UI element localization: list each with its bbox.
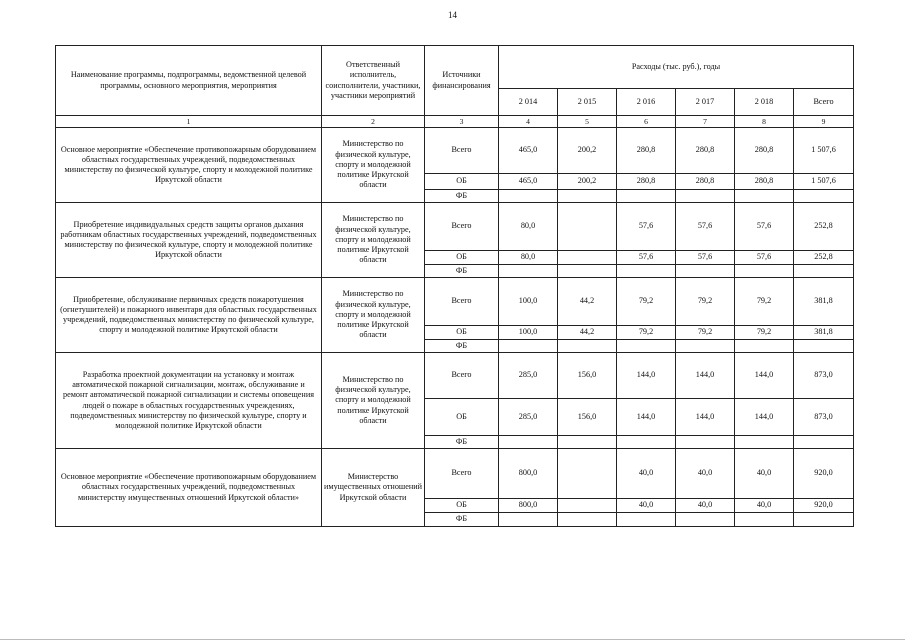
value-total: 920,0 — [794, 499, 854, 513]
funding-source: ОБ — [425, 174, 499, 190]
value-2016 — [617, 340, 676, 353]
funding-source: ФБ — [425, 513, 499, 527]
value-2016: 40,0 — [617, 499, 676, 513]
value-2017 — [676, 190, 735, 203]
value-2014: 100,0 — [499, 326, 558, 340]
executor-name: Министерство имущественных отношений Иркутской области — [322, 449, 425, 527]
value-2016: 280,8 — [617, 174, 676, 190]
value-2017: 79,2 — [676, 278, 735, 326]
value-2015: 156,0 — [558, 353, 617, 399]
value-2014: 800,0 — [499, 449, 558, 499]
column-number: 1 — [56, 116, 322, 128]
column-number: 8 — [735, 116, 794, 128]
value-total: 252,8 — [794, 203, 854, 251]
header-year: 2 016 — [617, 89, 676, 116]
value-2014: 285,0 — [499, 353, 558, 399]
executor-name: Министерство по физической культуре, спорту и молодежной политике Иркутской области — [322, 278, 425, 353]
value-2018 — [735, 265, 794, 278]
value-2018 — [735, 190, 794, 203]
value-2016: 57,6 — [617, 251, 676, 265]
value-2015: 156,0 — [558, 399, 617, 436]
program-name: Разработка проектной документации на установку и монтаж автоматической пожарной сигнализации, монтаж, обслуживание и ремонт автоматической пожарной сигнализации и системы оповещения людей о пожаре в областных государственных учреждениях, подведомственных министерству по физической культуре, спорту и молодежной политике Иркутской области — [56, 353, 322, 449]
column-number: 9 — [794, 116, 854, 128]
value-2016: 280,8 — [617, 128, 676, 174]
value-2017 — [676, 340, 735, 353]
value-2014 — [499, 340, 558, 353]
value-2017 — [676, 265, 735, 278]
value-2015 — [558, 203, 617, 251]
value-2018: 57,6 — [735, 203, 794, 251]
value-total: 252,8 — [794, 251, 854, 265]
value-2017 — [676, 513, 735, 527]
funding-source: Всего — [425, 128, 499, 174]
value-2014: 100,0 — [499, 278, 558, 326]
value-2016: 57,6 — [617, 203, 676, 251]
value-2015 — [558, 251, 617, 265]
value-2018 — [735, 513, 794, 527]
value-total — [794, 513, 854, 527]
value-2016: 40,0 — [617, 449, 676, 499]
value-2015: 200,2 — [558, 128, 617, 174]
value-2016 — [617, 436, 676, 449]
table-header — [56, 46, 854, 128]
budget-table — [55, 45, 854, 527]
value-2017: 40,0 — [676, 449, 735, 499]
program-name: Приобретение индивидуальных средств защиты органов дыхания работникам областных государственных учреждений, подведомственных министерству по физической культуре, спорту и молодежной политике Иркутской области — [56, 203, 322, 278]
value-total: 873,0 — [794, 399, 854, 436]
executor-name: Министерство по физической культуре, спорту и молодежной политике Иркутской области — [322, 203, 425, 278]
value-total — [794, 340, 854, 353]
column-number: 7 — [676, 116, 735, 128]
funding-source: ФБ — [425, 436, 499, 449]
value-2014 — [499, 265, 558, 278]
value-2014: 285,0 — [499, 399, 558, 436]
value-total — [794, 265, 854, 278]
value-2015 — [558, 499, 617, 513]
value-2014: 80,0 — [499, 251, 558, 265]
header-year: 2 017 — [676, 89, 735, 116]
funding-source: ФБ — [425, 265, 499, 278]
funding-source: ОБ — [425, 251, 499, 265]
value-2018: 40,0 — [735, 449, 794, 499]
value-2017 — [676, 436, 735, 449]
value-2016: 79,2 — [617, 326, 676, 340]
executor-name: Министерство по физической культуре, спорту и молодежной политике Иркутской области — [322, 128, 425, 203]
funding-source: Всего — [425, 353, 499, 399]
value-2015 — [558, 265, 617, 278]
value-2016 — [617, 513, 676, 527]
column-number: 3 — [425, 116, 499, 128]
value-2018: 79,2 — [735, 326, 794, 340]
value-total — [794, 190, 854, 203]
value-2015 — [558, 436, 617, 449]
value-2015 — [558, 513, 617, 527]
value-2018: 144,0 — [735, 399, 794, 436]
value-total — [794, 436, 854, 449]
value-2018: 79,2 — [735, 278, 794, 326]
funding-source: Всего — [425, 203, 499, 251]
value-2015 — [558, 190, 617, 203]
value-total: 920,0 — [794, 449, 854, 499]
value-total: 873,0 — [794, 353, 854, 399]
header-expenses: Расходы (тыс. руб.), годы — [499, 46, 854, 89]
value-2018: 280,8 — [735, 128, 794, 174]
value-2016 — [617, 265, 676, 278]
value-2017: 40,0 — [676, 499, 735, 513]
table-row — [56, 353, 854, 399]
value-2016: 144,0 — [617, 353, 676, 399]
value-2015 — [558, 340, 617, 353]
value-total: 1 507,6 — [794, 174, 854, 190]
header-total: Всего — [794, 89, 854, 116]
value-total: 1 507,6 — [794, 128, 854, 174]
funding-source: Всего — [425, 449, 499, 499]
value-2017: 280,8 — [676, 128, 735, 174]
table-row — [56, 278, 854, 326]
value-total: 381,8 — [794, 278, 854, 326]
value-2018 — [735, 436, 794, 449]
value-2015: 200,2 — [558, 174, 617, 190]
funding-source: Всего — [425, 278, 499, 326]
value-2015: 44,2 — [558, 278, 617, 326]
value-2018: 144,0 — [735, 353, 794, 399]
executor-name: Министерство по физической культуре, спорту и молодежной политике Иркутской области — [322, 353, 425, 449]
program-name: Основное мероприятие «Обеспечение противопожарным оборудованием областных государственных учреждений, подведомственных министерству имущественных отношений Иркутской области» — [56, 449, 322, 527]
value-2017: 57,6 — [676, 203, 735, 251]
column-number: 4 — [499, 116, 558, 128]
header-year: 2 018 — [735, 89, 794, 116]
value-2014: 465,0 — [499, 174, 558, 190]
value-total: 381,8 — [794, 326, 854, 340]
value-2016 — [617, 190, 676, 203]
table-row — [56, 128, 854, 174]
column-number: 2 — [322, 116, 425, 128]
column-number: 5 — [558, 116, 617, 128]
header-year: 2 015 — [558, 89, 617, 116]
value-2017: 144,0 — [676, 399, 735, 436]
value-2014 — [499, 190, 558, 203]
value-2018: 40,0 — [735, 499, 794, 513]
value-2017: 57,6 — [676, 251, 735, 265]
header-year: 2 014 — [499, 89, 558, 116]
value-2017: 280,8 — [676, 174, 735, 190]
value-2014 — [499, 513, 558, 527]
program-name: Основное мероприятие «Обеспечение противопожарным оборудованием областных государственных учреждений, подведомственных министерству по физической культуре, спорту и молодежной политике Иркутской области — [56, 128, 322, 203]
value-2014: 465,0 — [499, 128, 558, 174]
page-number: 14 — [448, 10, 457, 20]
program-name: Приобретение, обслуживание первичных средств пожаротушения (огнетушителей) и пожарного инвентаря для областных государственных учреждений, подведомственных министерству по физической культуре, спорту и молодежной политике Иркутской области — [56, 278, 322, 353]
value-2017: 79,2 — [676, 326, 735, 340]
value-2018: 280,8 — [735, 174, 794, 190]
funding-source: ФБ — [425, 190, 499, 203]
funding-source: ОБ — [425, 499, 499, 513]
table-row — [56, 203, 854, 251]
header-program-name: Наименование программы, подпрограммы, ведомственной целевой программы, основного мероприятия, мероприятия — [56, 46, 322, 116]
funding-source: ОБ — [425, 326, 499, 340]
value-2018: 57,6 — [735, 251, 794, 265]
funding-source: ОБ — [425, 399, 499, 436]
value-2014 — [499, 436, 558, 449]
value-2014: 800,0 — [499, 499, 558, 513]
header-funding-source: Источники финансирования — [425, 46, 499, 116]
funding-source: ФБ — [425, 340, 499, 353]
value-2016: 144,0 — [617, 399, 676, 436]
column-number: 6 — [617, 116, 676, 128]
value-2016: 79,2 — [617, 278, 676, 326]
value-2015 — [558, 449, 617, 499]
value-2017: 144,0 — [676, 353, 735, 399]
header-executor: Ответственный исполнитель, соисполнители, участники, участники мероприятий — [322, 46, 425, 116]
value-2014: 80,0 — [499, 203, 558, 251]
value-2018 — [735, 340, 794, 353]
table-row — [56, 449, 854, 499]
value-2015: 44,2 — [558, 326, 617, 340]
